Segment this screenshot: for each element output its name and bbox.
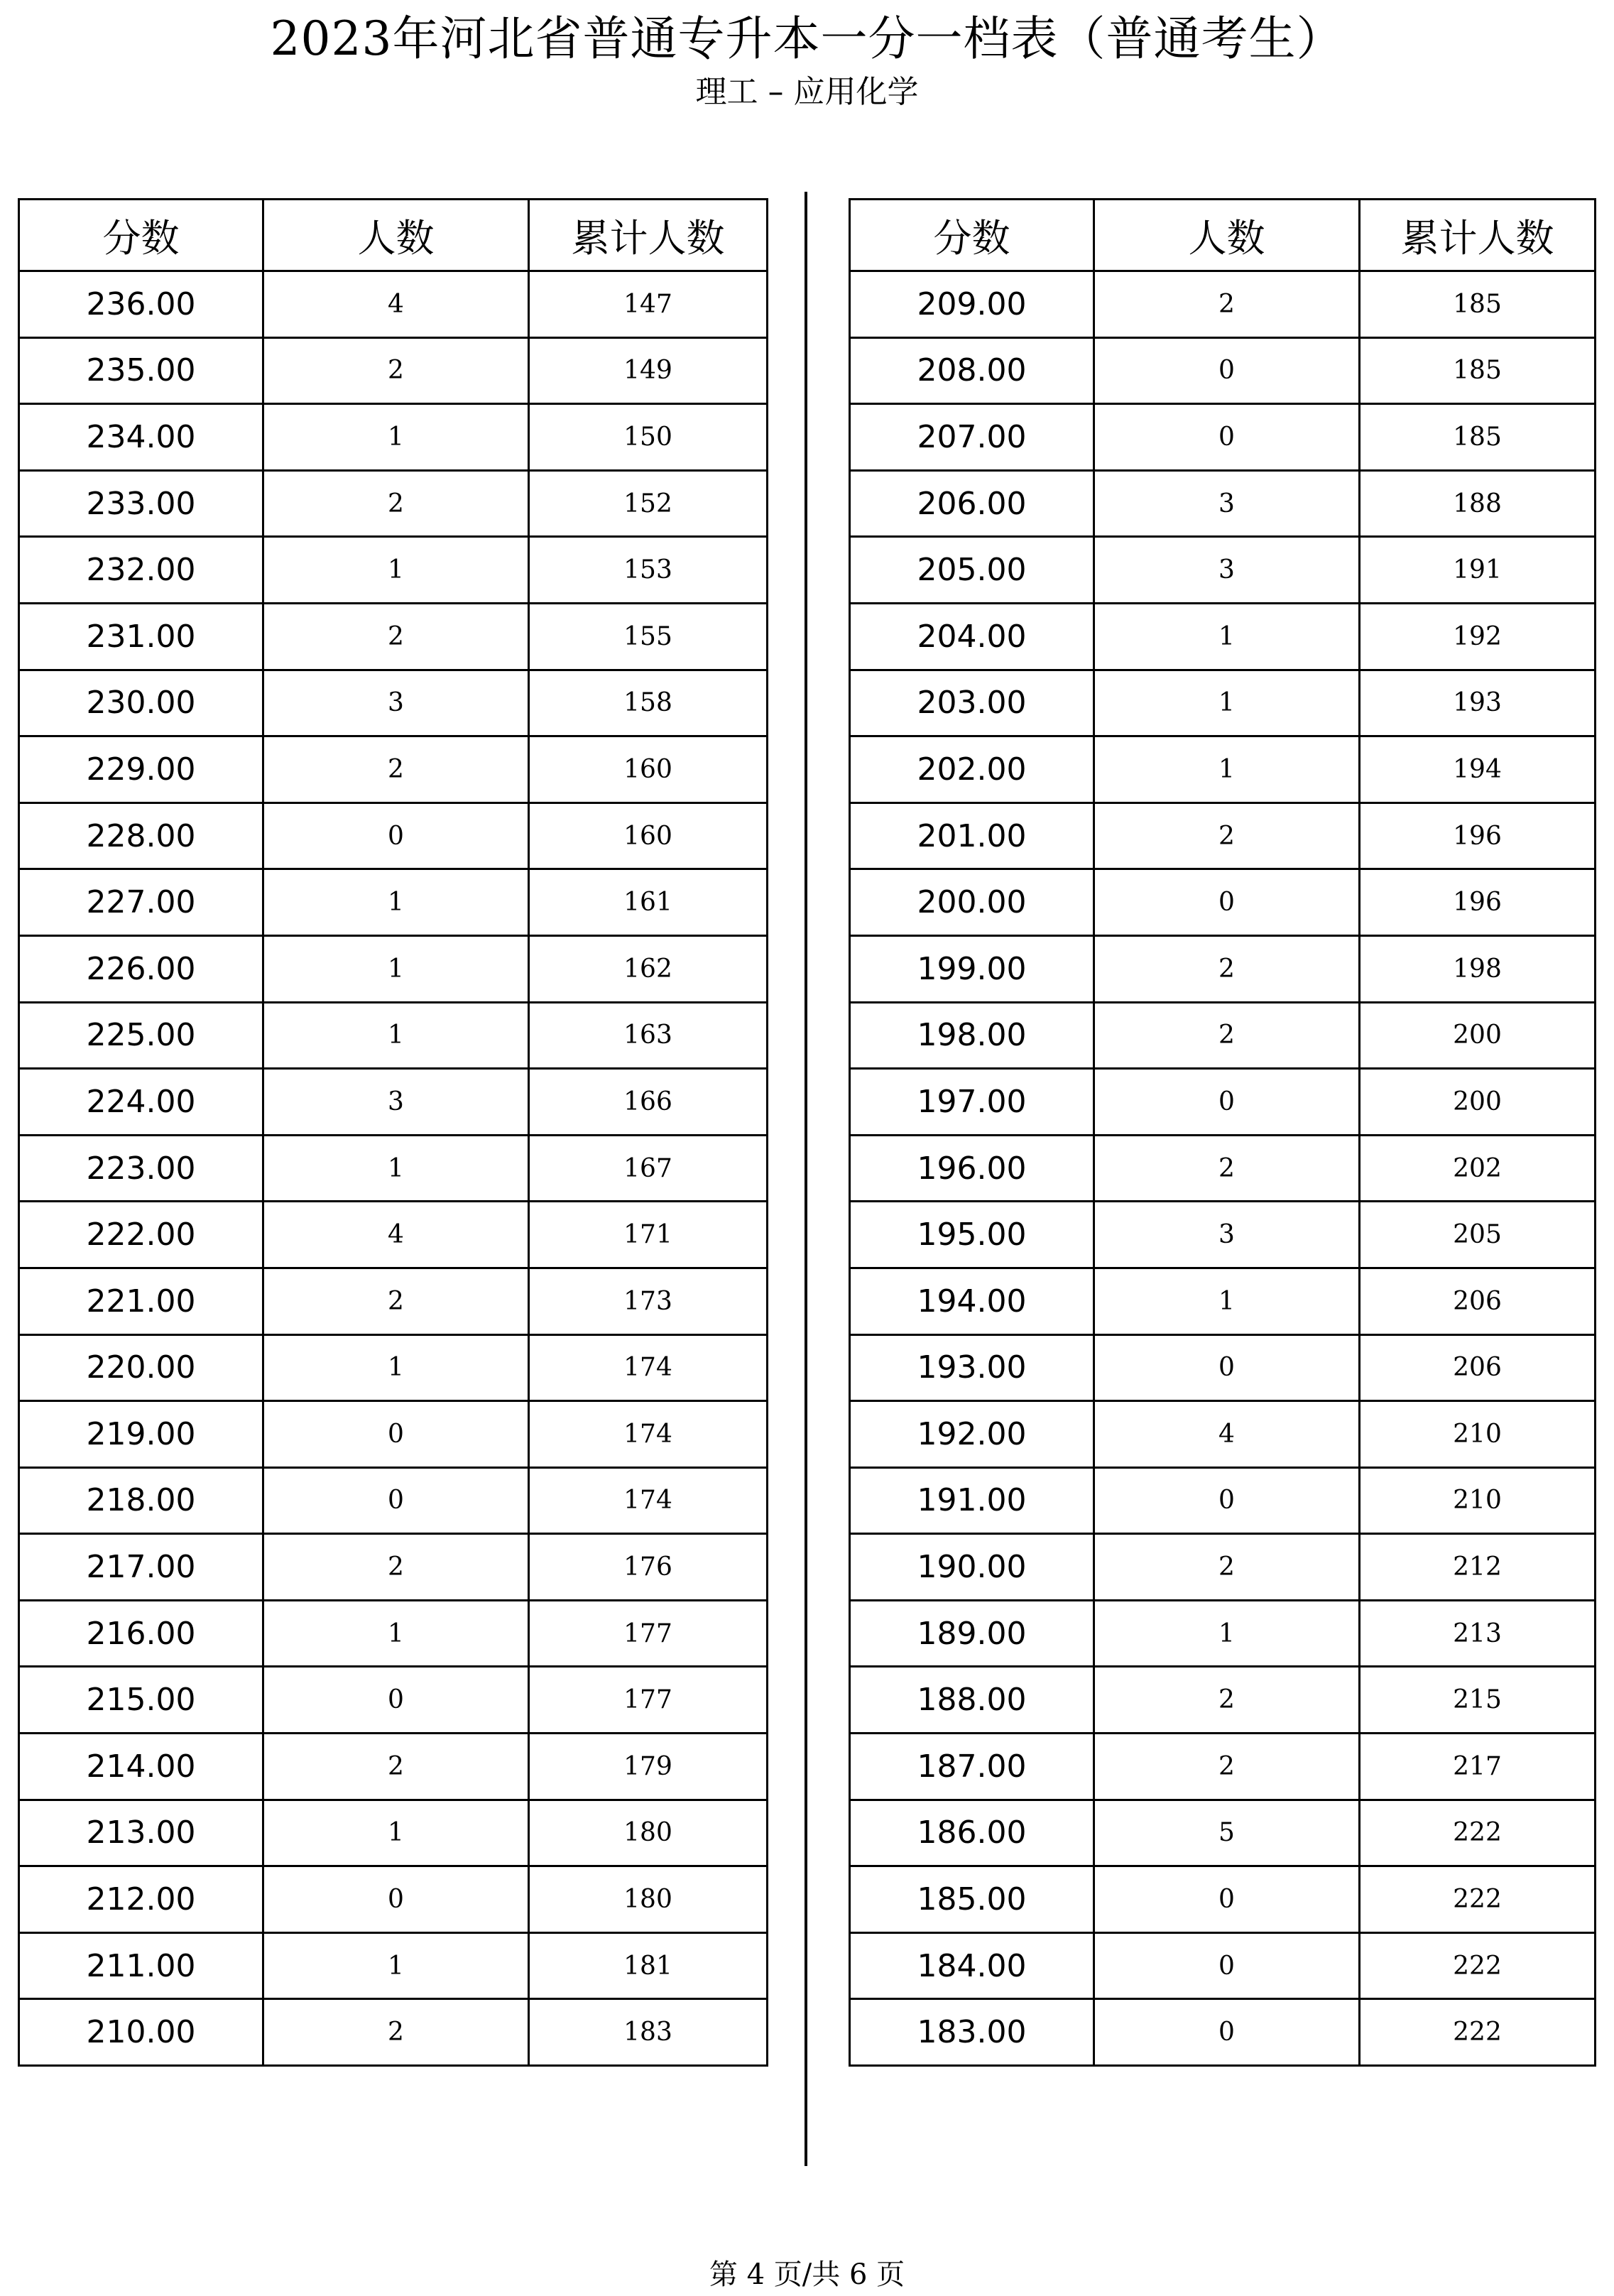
count-cell: 1 — [263, 1932, 529, 1999]
score-cell: 235.00 — [19, 337, 263, 404]
table-row — [850, 337, 1596, 404]
table-row — [19, 1999, 768, 2066]
table-row — [19, 404, 768, 471]
table-row — [19, 1734, 768, 1800]
count-cell: 3 — [1094, 537, 1360, 604]
cumulative-cell: 202 — [1360, 1135, 1596, 1202]
score-cell: 204.00 — [850, 603, 1094, 670]
score-cell: 227.00 — [19, 869, 263, 936]
table-row — [19, 802, 768, 869]
cumulative-cell: 198 — [1360, 935, 1596, 1002]
count-cell: 1 — [263, 1135, 529, 1202]
cumulative-cell: 222 — [1360, 1800, 1596, 1866]
table-row — [19, 1534, 768, 1601]
table-row — [850, 1135, 1596, 1202]
score-cell: 186.00 — [850, 1800, 1094, 1866]
score-cell: 224.00 — [19, 1069, 263, 1136]
count-cell: 1 — [263, 1002, 529, 1069]
count-cell: 1 — [263, 1600, 529, 1667]
cumulative-cell: 180 — [529, 1866, 768, 1933]
cumulative-cell: 173 — [529, 1268, 768, 1334]
count-cell: 1 — [263, 1334, 529, 1401]
cumulative-cell: 222 — [1360, 1999, 1596, 2066]
count-cell: 1 — [263, 404, 529, 471]
count-cell: 0 — [263, 1866, 529, 1933]
table-row — [19, 935, 768, 1002]
score-cell: 199.00 — [850, 935, 1094, 1002]
table-row — [850, 1534, 1596, 1601]
cumulative-cell: 183 — [529, 1999, 768, 2066]
score-cell: 231.00 — [19, 603, 263, 670]
score-cell: 202.00 — [850, 736, 1094, 803]
score-cell: 190.00 — [850, 1534, 1094, 1601]
cumulative-cell: 215 — [1360, 1667, 1596, 1734]
table-row — [19, 470, 768, 537]
cumulative-cell: 194 — [1360, 736, 1596, 803]
table-row — [19, 1002, 768, 1069]
table-row — [850, 470, 1596, 537]
count-cell: 2 — [1094, 271, 1360, 338]
cumulative-cell: 217 — [1360, 1734, 1596, 1800]
cumulative-cell: 150 — [529, 404, 768, 471]
table-row — [19, 337, 768, 404]
count-cell: 2 — [1094, 1135, 1360, 1202]
column-header-cumulative: 累计人数 — [1360, 200, 1596, 271]
table-header-row — [850, 200, 1596, 271]
count-cell: 2 — [1094, 802, 1360, 869]
count-cell: 1 — [1094, 1268, 1360, 1334]
table-row — [850, 1866, 1596, 1933]
cumulative-cell: 152 — [529, 470, 768, 537]
cumulative-cell: 177 — [529, 1600, 768, 1667]
score-cell: 187.00 — [850, 1734, 1094, 1800]
cumulative-cell: 200 — [1360, 1069, 1596, 1136]
cumulative-cell: 167 — [529, 1135, 768, 1202]
score-cell: 206.00 — [850, 470, 1094, 537]
score-cell: 218.00 — [19, 1467, 263, 1534]
count-cell: 0 — [1094, 1467, 1360, 1534]
table-row — [850, 603, 1596, 670]
cumulative-cell: 222 — [1360, 1932, 1596, 1999]
score-cell: 192.00 — [850, 1401, 1094, 1468]
cumulative-cell: 162 — [529, 935, 768, 1002]
cumulative-cell: 161 — [529, 869, 768, 936]
cumulative-cell: 181 — [529, 1932, 768, 1999]
count-cell: 0 — [263, 1467, 529, 1534]
cumulative-cell: 174 — [529, 1401, 768, 1468]
table-row — [19, 1800, 768, 1866]
count-cell: 2 — [263, 1268, 529, 1334]
count-cell: 0 — [263, 802, 529, 869]
count-cell: 3 — [263, 1069, 529, 1136]
score-cell: 236.00 — [19, 271, 263, 338]
cumulative-cell: 200 — [1360, 1002, 1596, 1069]
cumulative-cell: 210 — [1360, 1401, 1596, 1468]
score-cell: 193.00 — [850, 1334, 1094, 1401]
cumulative-cell: 222 — [1360, 1866, 1596, 1933]
cumulative-cell: 160 — [529, 802, 768, 869]
count-cell: 0 — [263, 1667, 529, 1734]
score-cell: 220.00 — [19, 1334, 263, 1401]
score-cell: 185.00 — [850, 1866, 1094, 1933]
cumulative-cell: 149 — [529, 337, 768, 404]
score-cell: 200.00 — [850, 869, 1094, 936]
score-cell: 212.00 — [19, 1866, 263, 1933]
cumulative-cell: 180 — [529, 1800, 768, 1866]
cumulative-cell: 174 — [529, 1334, 768, 1401]
score-cell: 216.00 — [19, 1600, 263, 1667]
table-row — [19, 1135, 768, 1202]
table-row — [850, 869, 1596, 936]
table-row — [19, 1334, 768, 1401]
table-row — [19, 603, 768, 670]
count-cell: 1 — [1094, 736, 1360, 803]
count-cell: 1 — [263, 869, 529, 936]
cumulative-cell: 196 — [1360, 802, 1596, 869]
table-row — [19, 1401, 768, 1468]
cumulative-cell: 212 — [1360, 1534, 1596, 1601]
table-row — [19, 1667, 768, 1734]
cumulative-cell: 185 — [1360, 404, 1596, 471]
score-cell: 197.00 — [850, 1069, 1094, 1136]
score-cell: 201.00 — [850, 802, 1094, 869]
page-footer: 第 4 页/共 6 页 — [709, 2258, 905, 2291]
count-cell: 3 — [1094, 1202, 1360, 1268]
column-header-score: 分数 — [850, 200, 1094, 271]
cumulative-cell: 171 — [529, 1202, 768, 1268]
count-cell: 1 — [1094, 670, 1360, 736]
column-header-score: 分数 — [19, 200, 263, 271]
cumulative-cell: 155 — [529, 603, 768, 670]
score-cell: 225.00 — [19, 1002, 263, 1069]
score-cell: 219.00 — [19, 1401, 263, 1468]
table-row — [850, 1069, 1596, 1136]
cumulative-cell: 163 — [529, 1002, 768, 1069]
table-row — [19, 1600, 768, 1667]
table-row — [19, 1268, 768, 1334]
score-cell: 184.00 — [850, 1932, 1094, 1999]
score-table-right — [849, 198, 1596, 2067]
count-cell: 1 — [1094, 1600, 1360, 1667]
score-cell: 203.00 — [850, 670, 1094, 736]
page-subtitle: 理工 – 应用化学 — [695, 74, 919, 110]
score-cell: 228.00 — [19, 802, 263, 869]
table-row — [850, 935, 1596, 1002]
count-cell: 4 — [263, 271, 529, 338]
page-title: 2023年河北省普通专升本一分一档表（普通考生） — [270, 11, 1344, 66]
cumulative-cell: 185 — [1360, 337, 1596, 404]
cumulative-cell: 174 — [529, 1467, 768, 1534]
score-cell: 209.00 — [850, 271, 1094, 338]
count-cell: 0 — [1094, 337, 1360, 404]
cumulative-cell: 192 — [1360, 603, 1596, 670]
cumulative-cell: 153 — [529, 537, 768, 604]
score-cell: 205.00 — [850, 537, 1094, 604]
table-row — [850, 1800, 1596, 1866]
table-row — [19, 271, 768, 338]
count-cell: 2 — [263, 736, 529, 803]
table-row — [850, 670, 1596, 736]
count-cell: 1 — [263, 1800, 529, 1866]
score-cell: 207.00 — [850, 404, 1094, 471]
score-cell: 211.00 — [19, 1932, 263, 1999]
cumulative-cell: 210 — [1360, 1467, 1596, 1534]
score-cell: 189.00 — [850, 1600, 1094, 1667]
table-row — [19, 537, 768, 604]
count-cell: 0 — [1094, 404, 1360, 471]
table-row — [850, 736, 1596, 803]
count-cell: 3 — [1094, 470, 1360, 537]
table-row — [19, 1932, 768, 1999]
score-cell: 232.00 — [19, 537, 263, 604]
score-cell: 210.00 — [19, 1999, 263, 2066]
count-cell: 2 — [1094, 1734, 1360, 1800]
count-cell: 0 — [263, 1401, 529, 1468]
cumulative-cell: 188 — [1360, 470, 1596, 537]
cumulative-cell: 166 — [529, 1069, 768, 1136]
count-cell: 0 — [1094, 869, 1360, 936]
table-row — [850, 537, 1596, 604]
cumulative-cell: 177 — [529, 1667, 768, 1734]
column-divider — [805, 192, 807, 2166]
count-cell: 2 — [1094, 1002, 1360, 1069]
cumulative-cell: 179 — [529, 1734, 768, 1800]
column-header-count: 人数 — [1094, 200, 1360, 271]
cumulative-cell: 191 — [1360, 537, 1596, 604]
column-header-count: 人数 — [263, 200, 529, 271]
count-cell: 2 — [263, 1534, 529, 1601]
score-cell: 222.00 — [19, 1202, 263, 1268]
count-cell: 2 — [1094, 1667, 1360, 1734]
cumulative-cell: 196 — [1360, 869, 1596, 936]
cumulative-cell: 176 — [529, 1534, 768, 1601]
cumulative-cell: 213 — [1360, 1600, 1596, 1667]
table-row — [850, 1334, 1596, 1401]
cumulative-cell: 206 — [1360, 1268, 1596, 1334]
cumulative-cell: 193 — [1360, 670, 1596, 736]
count-cell: 2 — [1094, 1534, 1360, 1601]
count-cell: 0 — [1094, 1932, 1360, 1999]
table-row — [850, 1600, 1596, 1667]
count-cell: 4 — [263, 1202, 529, 1268]
table-row — [19, 1069, 768, 1136]
count-cell: 2 — [263, 470, 529, 537]
table-row — [850, 404, 1596, 471]
count-cell: 0 — [1094, 1999, 1360, 2066]
column-header-cumulative: 累计人数 — [529, 200, 768, 271]
table-row — [19, 1866, 768, 1933]
score-cell: 183.00 — [850, 1999, 1094, 2066]
score-cell: 194.00 — [850, 1268, 1094, 1334]
count-cell: 2 — [263, 603, 529, 670]
table-row — [850, 1932, 1596, 1999]
table-row — [850, 1202, 1596, 1268]
count-cell: 5 — [1094, 1800, 1360, 1866]
table-row — [19, 1202, 768, 1268]
cumulative-cell: 206 — [1360, 1334, 1596, 1401]
table-row — [850, 1734, 1596, 1800]
score-cell: 191.00 — [850, 1467, 1094, 1534]
table-row — [850, 1401, 1596, 1468]
table-row — [19, 1467, 768, 1534]
score-cell: 198.00 — [850, 1002, 1094, 1069]
table-row — [19, 736, 768, 803]
count-cell: 1 — [263, 935, 529, 1002]
score-cell: 195.00 — [850, 1202, 1094, 1268]
score-cell: 221.00 — [19, 1268, 263, 1334]
table-row — [850, 1002, 1596, 1069]
score-table-left — [18, 198, 768, 2067]
count-cell: 2 — [263, 337, 529, 404]
score-cell: 208.00 — [850, 337, 1094, 404]
count-cell: 4 — [1094, 1401, 1360, 1468]
score-cell: 215.00 — [19, 1667, 263, 1734]
score-cell: 188.00 — [850, 1667, 1094, 1734]
cumulative-cell: 160 — [529, 736, 768, 803]
table-row — [850, 1467, 1596, 1534]
count-cell: 1 — [263, 537, 529, 604]
score-cell: 234.00 — [19, 404, 263, 471]
table-row — [850, 1999, 1596, 2066]
count-cell: 2 — [263, 1999, 529, 2066]
table-row — [850, 1667, 1596, 1734]
count-cell: 0 — [1094, 1866, 1360, 1933]
score-cell: 226.00 — [19, 935, 263, 1002]
table-row — [19, 670, 768, 736]
table-header-row — [19, 200, 768, 271]
count-cell: 0 — [1094, 1334, 1360, 1401]
score-cell: 229.00 — [19, 736, 263, 803]
score-cell: 230.00 — [19, 670, 263, 736]
score-cell: 196.00 — [850, 1135, 1094, 1202]
count-cell: 1 — [1094, 603, 1360, 670]
score-cell: 217.00 — [19, 1534, 263, 1601]
score-cell: 223.00 — [19, 1135, 263, 1202]
cumulative-cell: 147 — [529, 271, 768, 338]
count-cell: 3 — [263, 670, 529, 736]
count-cell: 2 — [263, 1734, 529, 1800]
table-row — [850, 1268, 1596, 1334]
score-cell: 213.00 — [19, 1800, 263, 1866]
score-cell: 214.00 — [19, 1734, 263, 1800]
cumulative-cell: 205 — [1360, 1202, 1596, 1268]
count-cell: 0 — [1094, 1069, 1360, 1136]
cumulative-cell: 158 — [529, 670, 768, 736]
table-row — [850, 802, 1596, 869]
score-cell: 233.00 — [19, 470, 263, 537]
table-row — [19, 869, 768, 936]
count-cell: 2 — [1094, 935, 1360, 1002]
cumulative-cell: 185 — [1360, 271, 1596, 338]
table-row — [850, 271, 1596, 338]
